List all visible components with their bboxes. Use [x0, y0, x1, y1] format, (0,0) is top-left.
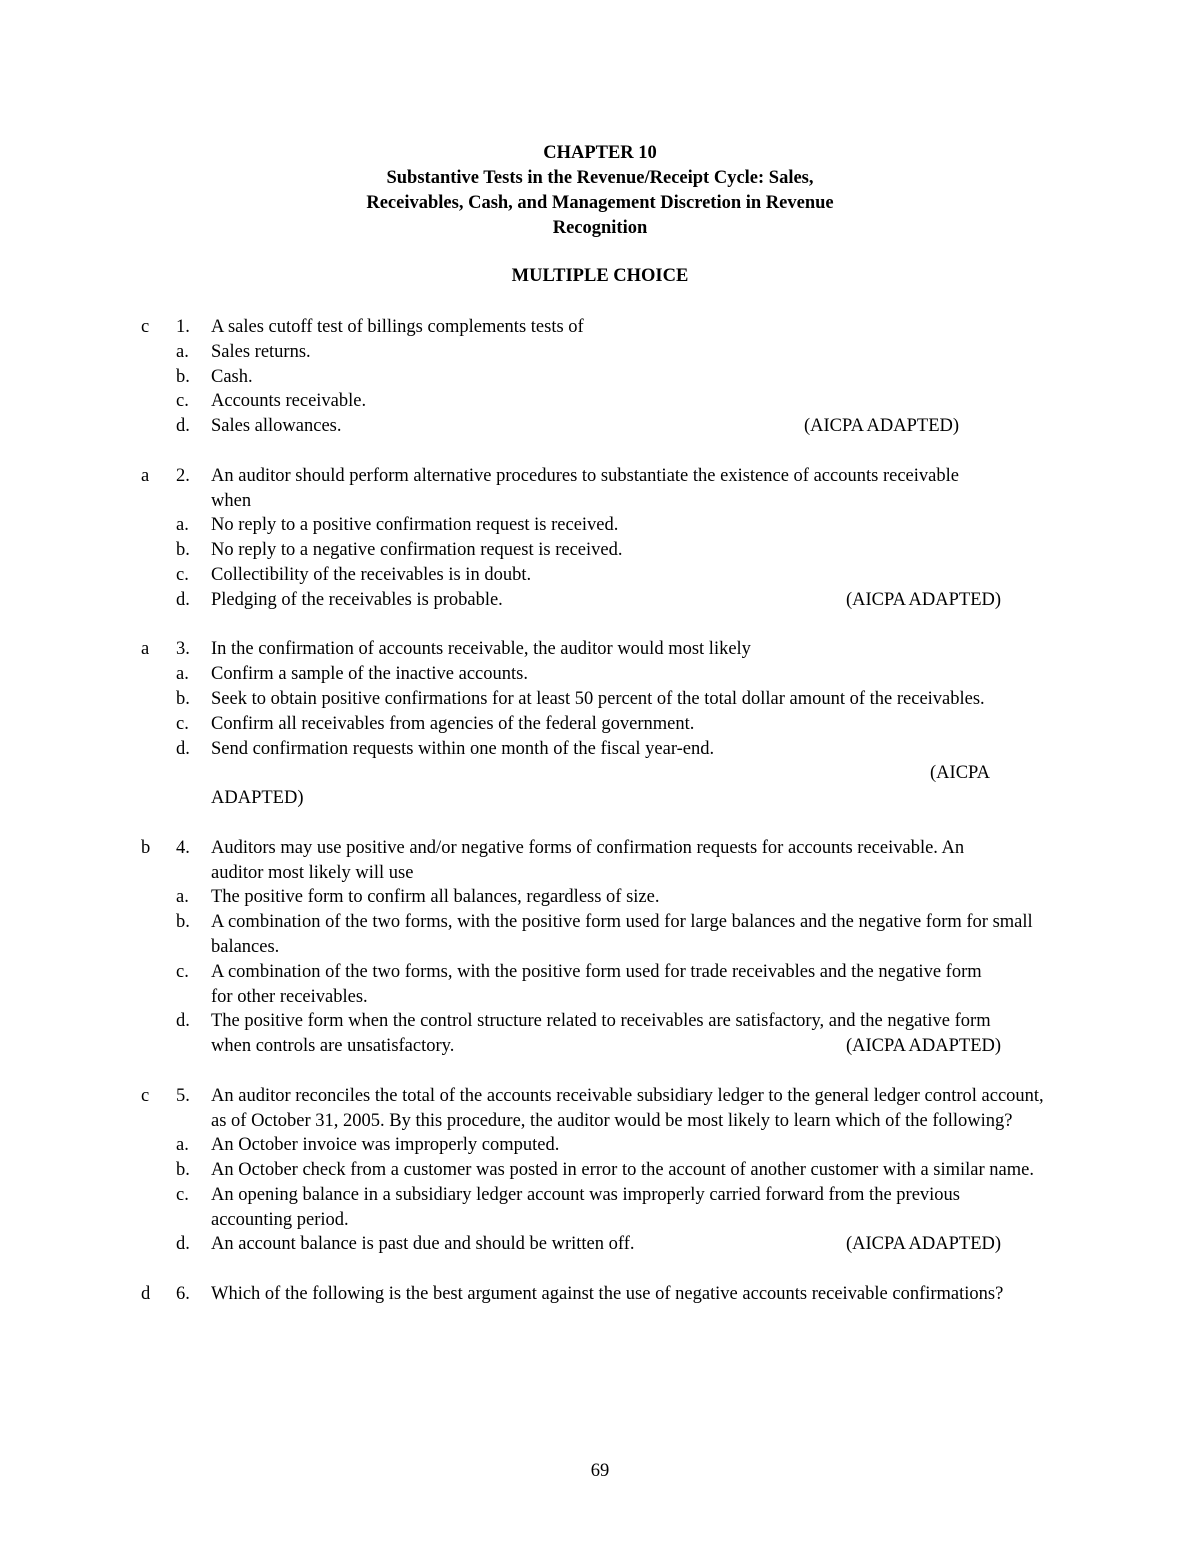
question-stem: In the confirmation of accounts receivable, the auditor would most likely — [211, 639, 751, 660]
option-text: No reply to a positive confirmation request is received. — [211, 515, 619, 536]
option-text: Cash. — [211, 366, 253, 387]
question-4 — [0, 836, 1200, 1059]
option-text: Collectibility of the receivables is in doubt. — [211, 564, 532, 585]
option-text: Accounts receivable. — [211, 391, 367, 412]
option-letter: b. — [176, 688, 190, 709]
option-letter: b. — [176, 540, 190, 561]
chapter-subtitle-line-2: Receivables, Cash, and Management Discretion in Revenue — [366, 193, 834, 213]
question-5 — [0, 1084, 1200, 1258]
option-text: Sales allowances. — [211, 416, 342, 437]
option-text: Seek to obtain positive confirmations for at least 50 percent of the total dollar amount of the receivables. — [211, 688, 985, 709]
chapter-header — [0, 141, 1200, 289]
option-letter: d. — [176, 1234, 190, 1255]
option-text: The positive form when the control structure related to receivables are satisfactory, and the negative form when controls are unsatisfactory. — [211, 1011, 991, 1057]
option-letter: b. — [176, 1160, 190, 1181]
option-letter: a. — [176, 515, 189, 536]
option-letter: b. — [176, 366, 190, 387]
section-heading: MULTIPLE CHOICE — [511, 266, 689, 286]
question-number: 2. — [176, 465, 190, 486]
answer-key: b — [141, 837, 151, 858]
option-letter: a. — [176, 1135, 189, 1156]
option-letter: a. — [176, 887, 189, 908]
answer-key: c — [141, 1085, 150, 1106]
option-letter: d. — [176, 1011, 190, 1032]
question-stem: A sales cutoff test of billings complements tests of — [211, 317, 584, 337]
question-number: 5. — [176, 1085, 190, 1106]
question-stem: Auditors may use positive and/or negative forms of confirmation requests for accounts receivable. An auditor most likely will use — [211, 837, 965, 883]
answer-key: c — [141, 317, 150, 337]
option-text: No reply to a negative confirmation request is received. — [211, 540, 623, 561]
option-letter: d. — [176, 738, 190, 759]
source-citation: (AICPA ADAPTED) — [846, 1036, 1002, 1057]
option-letter: c. — [176, 391, 189, 412]
question-number: 1. — [176, 317, 190, 337]
option-text: Confirm a sample of the inactive accounts. — [211, 664, 528, 685]
option-letter: a. — [176, 664, 189, 685]
option-letter: b. — [176, 912, 190, 933]
question-1 — [0, 315, 1200, 439]
option-text: An account balance is past due and should be written off. — [211, 1234, 635, 1255]
chapter-subtitle-line-3: Recognition — [552, 218, 648, 238]
chapter-subtitle-line-1: Substantive Tests in the Revenue/Receipt Cycle: Sales, — [386, 168, 814, 188]
source-citation: (AICPA ADAPTED) — [846, 1234, 1002, 1255]
question-2 — [0, 464, 1200, 613]
question-number: 6. — [176, 1284, 190, 1305]
answer-key: d — [141, 1284, 151, 1305]
option-letter: c. — [176, 713, 189, 734]
option-text: Pledging of the receivables is probable. — [211, 589, 503, 610]
question-6 — [0, 1282, 1200, 1307]
question-3 — [0, 637, 1200, 811]
option-text: A combination of the two forms, with the positive form used for large balances and the negative form for small balances. — [211, 912, 1033, 957]
option-letter: c. — [176, 961, 189, 982]
option-text: Send confirmation requests within one month of the fiscal year-end. — [211, 738, 715, 759]
question-stem: An auditor reconciles the total of the accounts receivable subsidiary ledger to the general ledger control account, as of October 31, 2005. By this procedure, the auditor would be most likely to learn which of the following? — [211, 1085, 1044, 1131]
option-letter: a. — [176, 341, 189, 362]
question-stem: Which of the following is the best argument against the use of negative accounts receivable confirmations? — [211, 1284, 1004, 1305]
source-citation: (AICPA ADAPTED) — [804, 416, 960, 437]
option-text: The positive form to confirm all balances, regardless of size. — [211, 887, 660, 908]
option-text: An October check from a customer was posted in error to the account of another customer with a similar name. — [211, 1160, 1034, 1181]
option-text: An October invoice was improperly computed. — [211, 1135, 560, 1156]
option-letter: c. — [176, 564, 189, 585]
option-text: An opening balance in a subsidiary ledger account was improperly carried forward from the previous accounting period. — [211, 1184, 960, 1230]
question-number: 4. — [176, 837, 190, 858]
source-citation-part-1: (AICPA — [930, 763, 990, 784]
question-stem: An auditor should perform alternative procedures to substantiate the existence of accounts receivable when — [211, 465, 959, 511]
option-letter: d. — [176, 416, 190, 437]
source-citation-part-2: ADAPTED) — [211, 788, 304, 809]
option-letter: d. — [176, 589, 190, 610]
option-text: A combination of the two forms, with the positive form used for trade receivables and the negative form for other receivables. — [211, 961, 982, 1007]
answer-key: a — [141, 465, 150, 486]
option-letter: c. — [176, 1184, 189, 1205]
question-list — [0, 315, 1200, 1332]
chapter-title: CHAPTER 10 — [543, 143, 657, 163]
page-number: 69 — [590, 1461, 610, 1481]
option-text: Sales returns. — [211, 341, 311, 362]
option-text: Confirm all receivables from agencies of the federal government. — [211, 713, 695, 734]
answer-key: a — [141, 639, 150, 660]
question-number: 3. — [176, 639, 190, 660]
source-citation: (AICPA ADAPTED) — [846, 589, 1002, 610]
